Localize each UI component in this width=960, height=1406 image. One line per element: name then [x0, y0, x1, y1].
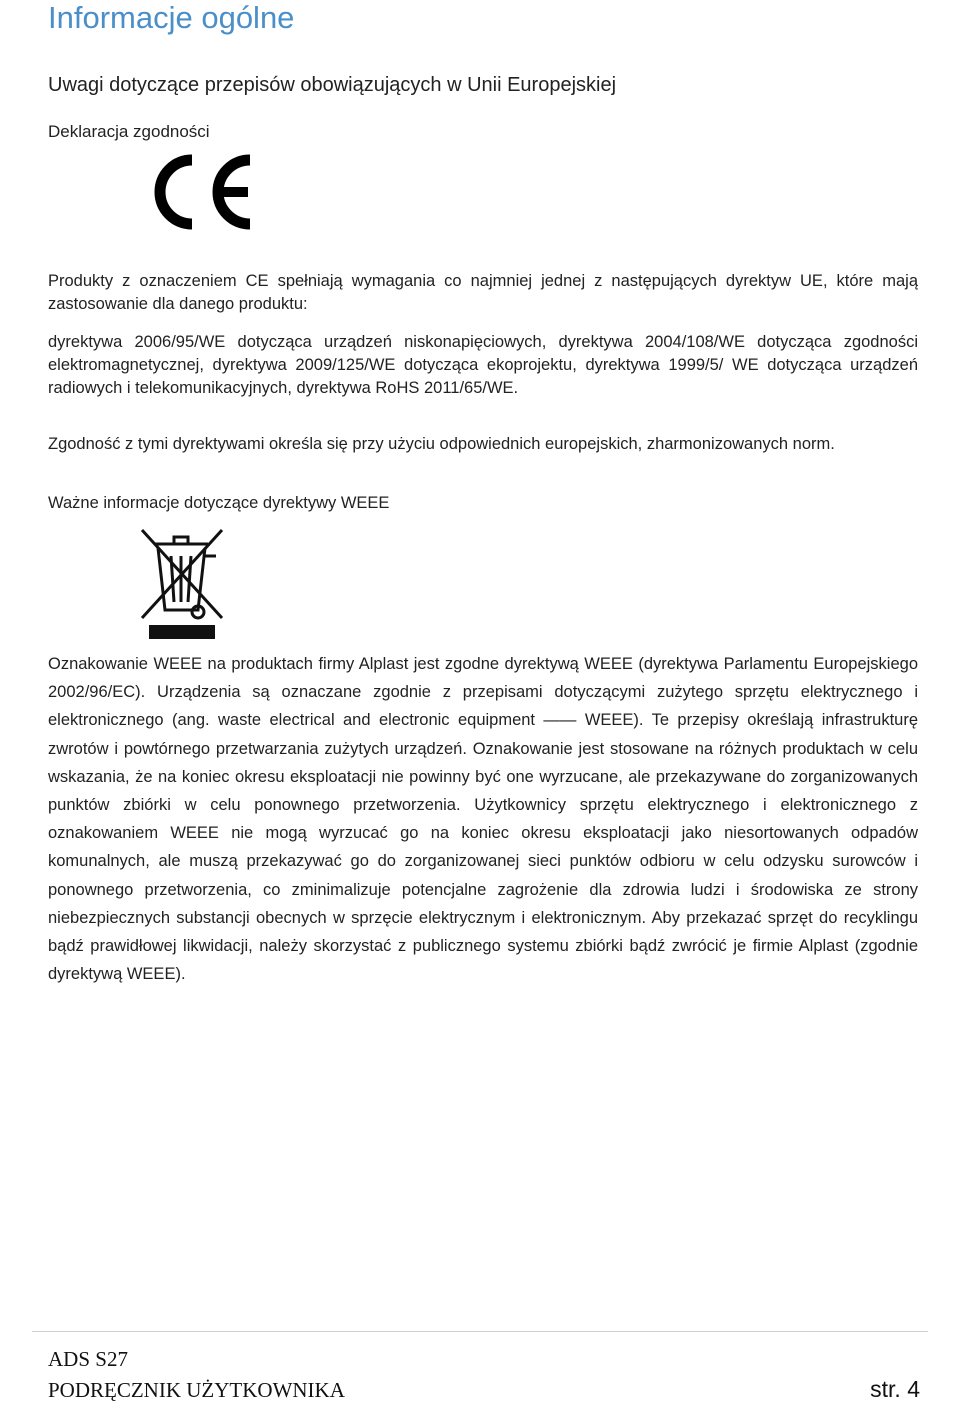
conformity-paragraph: Zgodność z tymi dyrektywami określa się przy użyciu odpowiednich europejskich, zharmonizowanych norm.: [48, 435, 835, 453]
ce-mark-icon: [142, 150, 258, 234]
section-heading: Uwagi dotyczące przepisów obowiązujących w Unii Europejskiej: [48, 74, 617, 96]
weee-paragraph: Oznakowanie WEEE na produktach firmy Alplast jest zgodne dyrektywą WEEE (dyrektywa Parlamentu Europejskiego 2002/96/EC). Urządzenia są oznaczane zgodnie z przepisami dotyczącymi zużytego sprzętu elektrycznego i elektronicznego (ang. waste electrical and electronic equipment —— WEEE). Te przepisy określają infrastrukturę zwrotów i powtórnego przetwarzania zużytych urządzeń. Oznakowanie jest stosowane na różnych produktach w celu wskazania, że na koniec okresu eksploatacji nie powinny być one wyrzucane, ale przekazywane do zorganizowanych punktów zbiórki w celu ponownego przetworzenia. Użytkownicy sprzętu elektrycznego i elektronicznego z oznakowaniem WEEE nie mogą wyrzucać go na koniec okresu eksploatacji jako niesortowanych odpadów komunalnych, ale muszą przekazywać go do zorganizowanej sieci punktów odbioru w celu odzysku surowców i ponownego przetworzenia, co zminimalizuje potencjalne zagrożenie dla zdrowia ludzi i środowiska ze strony niebezpiecznych substancji obecnych w sprzęcie elektrycznym i elektronicznym. Aby przekazać sprzęt do recyklingu bądź prawidłowej likwidacji, należy skorzystać z publicznego systemu zbiórki bądź zwrócić je firmie Alplast (zgodnie dyrektywą WEEE).: [48, 655, 918, 984]
footer-divider: [32, 1331, 928, 1332]
directives-paragraph: dyrektywa 2006/95/WE dotycząca urządzeń niskonapięciowych, dyrektywa 2004/108/WE dotycząca zgodności elektromagnetycznej, dyrektywa 2009/125/WE dotycząca ekoprojektu, dyrektywa 1999/5/ WE dotycząca urządzeń radiowych i telekomunikacyjnych, dyrektywa RoHS 2011/65/WE.: [48, 333, 918, 397]
footer-manual-title: PODRĘCZNIK UŻYTKOWNIKA: [48, 1378, 345, 1402]
page-number: str. 4: [870, 1376, 920, 1402]
subsection-heading: Deklaracja zgodności: [48, 122, 210, 141]
weee-heading: Ważne informacje dotyczące dyrektywy WEEE: [48, 494, 390, 512]
footer-model: ADS S27: [48, 1347, 128, 1371]
weee-crossed-bin-icon: [116, 520, 248, 644]
ce-intro-paragraph: Produkty z oznaczeniem CE spełniają wymagania co najmniej jednej z następujących dyrektyw UE, które mają zastosowanie dla danego produktu:: [48, 272, 918, 313]
page-title: Informacje ogólne: [48, 0, 295, 35]
